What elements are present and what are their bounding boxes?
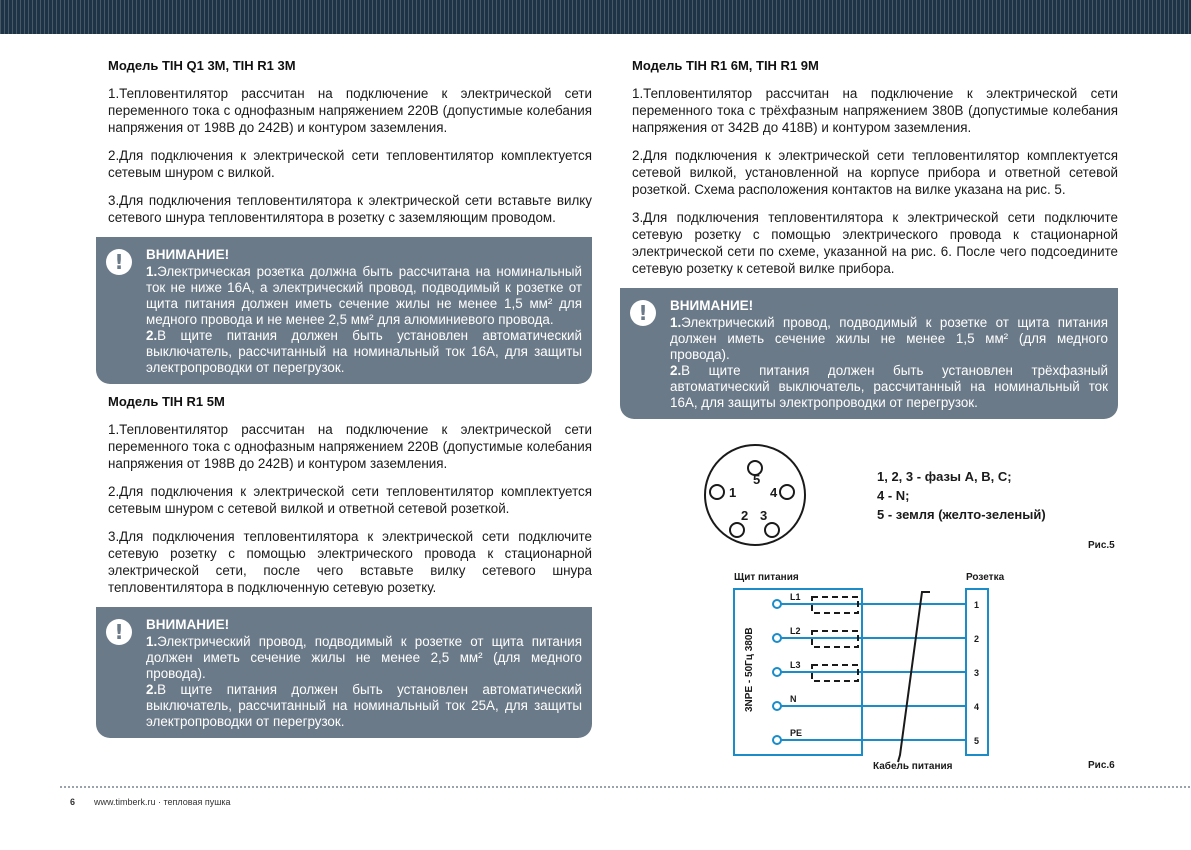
terminal-screw [773, 634, 781, 642]
warning-item [146, 264, 582, 328]
warning-item-text: В щите питания должен быть установлен автоматический выключатель, рассчитанный на номинальный ток 16А, для защиты электропроводки от перегрузок. [146, 328, 582, 375]
warning-item-text: В щите питания должен быть установлен автоматический выключатель, рассчитанный на номинальный ток 25А, для защиты электропроводки от перегрузок. [146, 682, 582, 729]
socket-terminal-number: 2 [974, 634, 980, 644]
warning-title: ВНИМАНИЕ! [146, 617, 230, 632]
panel-label: Щит питания [734, 572, 799, 583]
right-column [632, 58, 1118, 429]
pinout-legend [877, 467, 1046, 524]
paragraph: 2.Для подключения к электрической сети тепловентилятор комплектуется сетевым шнуром с вилкой. [108, 148, 592, 180]
cable-label: Кабель питания [873, 761, 953, 772]
footer-site: www.timberk.ru · тепловая пушка [94, 797, 231, 807]
warning-item-number: 1. [670, 315, 682, 330]
socket-terminal-number: 3 [974, 668, 980, 678]
section-title: Модель TIH R1 6M, TIH R1 9M [632, 58, 819, 73]
warning-item-number: 1. [146, 634, 158, 649]
paragraph: 3.Для подключения тепловентилятора к электрической сети вставьте вилку сетевого шнура тепловентилятора в розетку с заземляющим проводом. [108, 193, 592, 225]
figure-caption: Рис.5 [1088, 540, 1115, 551]
pin-label: 3 [760, 508, 768, 523]
wire-label: N [790, 694, 797, 704]
warning-box [96, 607, 592, 738]
exclamation-icon: ! [630, 300, 656, 326]
warning-item [670, 363, 1108, 411]
cable-bundle-line [898, 592, 930, 762]
paragraph: 1.Тепловентилятор рассчитан на подключение к электрической сети переменного тока с однофазным напряжением 220В (допустимые колебания напряжения от 198В до 242В) и контуром заземления. [108, 422, 592, 471]
warning-item [146, 634, 582, 682]
paragraph: 3.Для подключения тепловентилятора к электрической сети подключите сетевую розетку с помощью электрического провода к стационарной электрической сети, после чего вставьте вилку сетевого шнура тепловентилятора в подключенную сетевую розетку. [108, 529, 592, 595]
terminal-screw [773, 736, 781, 744]
wire-label: L3 [790, 660, 801, 670]
warning-item-text: Электрическая розетка должна быть рассчитана на номинальный ток не ниже 16А, а электрический провод, подводимый к розетке от щита питания должен иметь сечение жилы не менее 1,5 мм² для медного провода и не менее 2,5 мм² для алюминиевого провода. [146, 264, 582, 327]
legend-line: 4 - N; [877, 488, 910, 503]
pin-4 [780, 485, 794, 499]
pin-2 [730, 523, 744, 537]
wiring-diagram [730, 572, 1030, 772]
page-number: 6 [70, 797, 76, 807]
pin-label: 2 [741, 508, 749, 523]
warning-item-number: 2. [146, 328, 158, 343]
warning-item-number: 1. [146, 264, 158, 279]
terminal-screw [773, 702, 781, 710]
socket-label: Розетка [966, 572, 1005, 583]
warning-item-number: 2. [670, 363, 682, 378]
warning-title: ВНИМАНИЕ! [146, 247, 230, 262]
wire-label: L2 [790, 626, 801, 636]
warning-item-number: 2. [146, 682, 158, 697]
paragraph: 1.Тепловентилятор рассчитан на подключение к электрической сети переменного тока с однофазным напряжением 220В (допустимые колебания напряжения от 198В до 242В) и контуром заземления. [108, 86, 592, 135]
paragraph: 3.Для подключения тепловентилятора к электрической сети подключите сетевую розетку с помощью электрического провода к стационарной электрической сети по схеме, указанной на рис. 6. После чего подсоедините сетевую розетку к сетевой вилке прибора. [632, 210, 1118, 276]
footer-divider [60, 786, 1190, 788]
section-title: Модель TIH R1 5M [108, 394, 225, 409]
warning-item [146, 682, 582, 730]
exclamation-icon: ! [106, 619, 132, 645]
warning-item-text: Электрический провод, подводимый к розетке от щита питания должен иметь сечение жилы не менее 1,5 мм² (для медного провода). [670, 315, 1108, 362]
warning-item-text: В щите питания должен быть установлен трёхфазный автоматический выключатель, рассчитанный на номинальный ток 16А, для защиты электропроводки от перегрузок. [670, 363, 1108, 410]
legend-line: 1, 2, 3 - фазы А, В, С; [877, 469, 1012, 484]
pin-1 [710, 485, 724, 499]
pin-label: 1 [729, 485, 737, 500]
pin-label: 4 [770, 485, 778, 500]
terminal-screw [773, 600, 781, 608]
paragraph: 2.Для подключения к электрической сети тепловентилятор комплектуется сетевым шнуром с сетевой вилкой и ответной сетевой розеткой. [108, 484, 592, 516]
figure-caption: Рис.6 [1088, 760, 1115, 771]
wire-group [780, 604, 966, 740]
left-column [108, 58, 592, 748]
pin-label: 5 [753, 472, 761, 487]
exclamation-icon: ! [106, 249, 132, 275]
paragraph: 1.Тепловентилятор рассчитан на подключение к электрической сети переменного тока с трёхфазным напряжением 380В (допустимые колебания напряжения от 342В до 418В) и контуром заземления. [632, 86, 1118, 135]
warning-box [96, 237, 592, 384]
warning-item [146, 328, 582, 376]
panel-voltage-label: 3NPE - 50Гц 380В [744, 627, 755, 712]
warning-box [620, 288, 1118, 419]
paragraph: 2.Для подключения к электрической сети тепловентилятор комплектуется сетевой вилкой, установленной на корпусе прибора и ответной сетевой розеткой. Схема расположения контактов на вилке указана на рис. 5. [632, 148, 1118, 197]
warning-title: ВНИМАНИЕ! [670, 298, 754, 313]
warning-item-text: Электрический провод, подводимый к розетке от щита питания должен иметь сечение жилы не менее 2,5 мм² (для медного провода). [146, 634, 582, 681]
warning-item [670, 315, 1108, 363]
terminal-screw [773, 668, 781, 676]
pin-3 [765, 523, 779, 537]
socket-terminal-number: 4 [974, 702, 980, 712]
socket-terminal-number: 5 [974, 736, 980, 746]
wire-label: PE [790, 728, 803, 738]
top-banner [0, 0, 1191, 34]
socket-terminal-number: 1 [974, 600, 980, 610]
wire-label: L1 [790, 592, 801, 602]
legend-line: 5 - земля (желто-зеленый) [877, 507, 1046, 522]
section-title: Модель TIH Q1 3M, TIH R1 3M [108, 58, 296, 73]
